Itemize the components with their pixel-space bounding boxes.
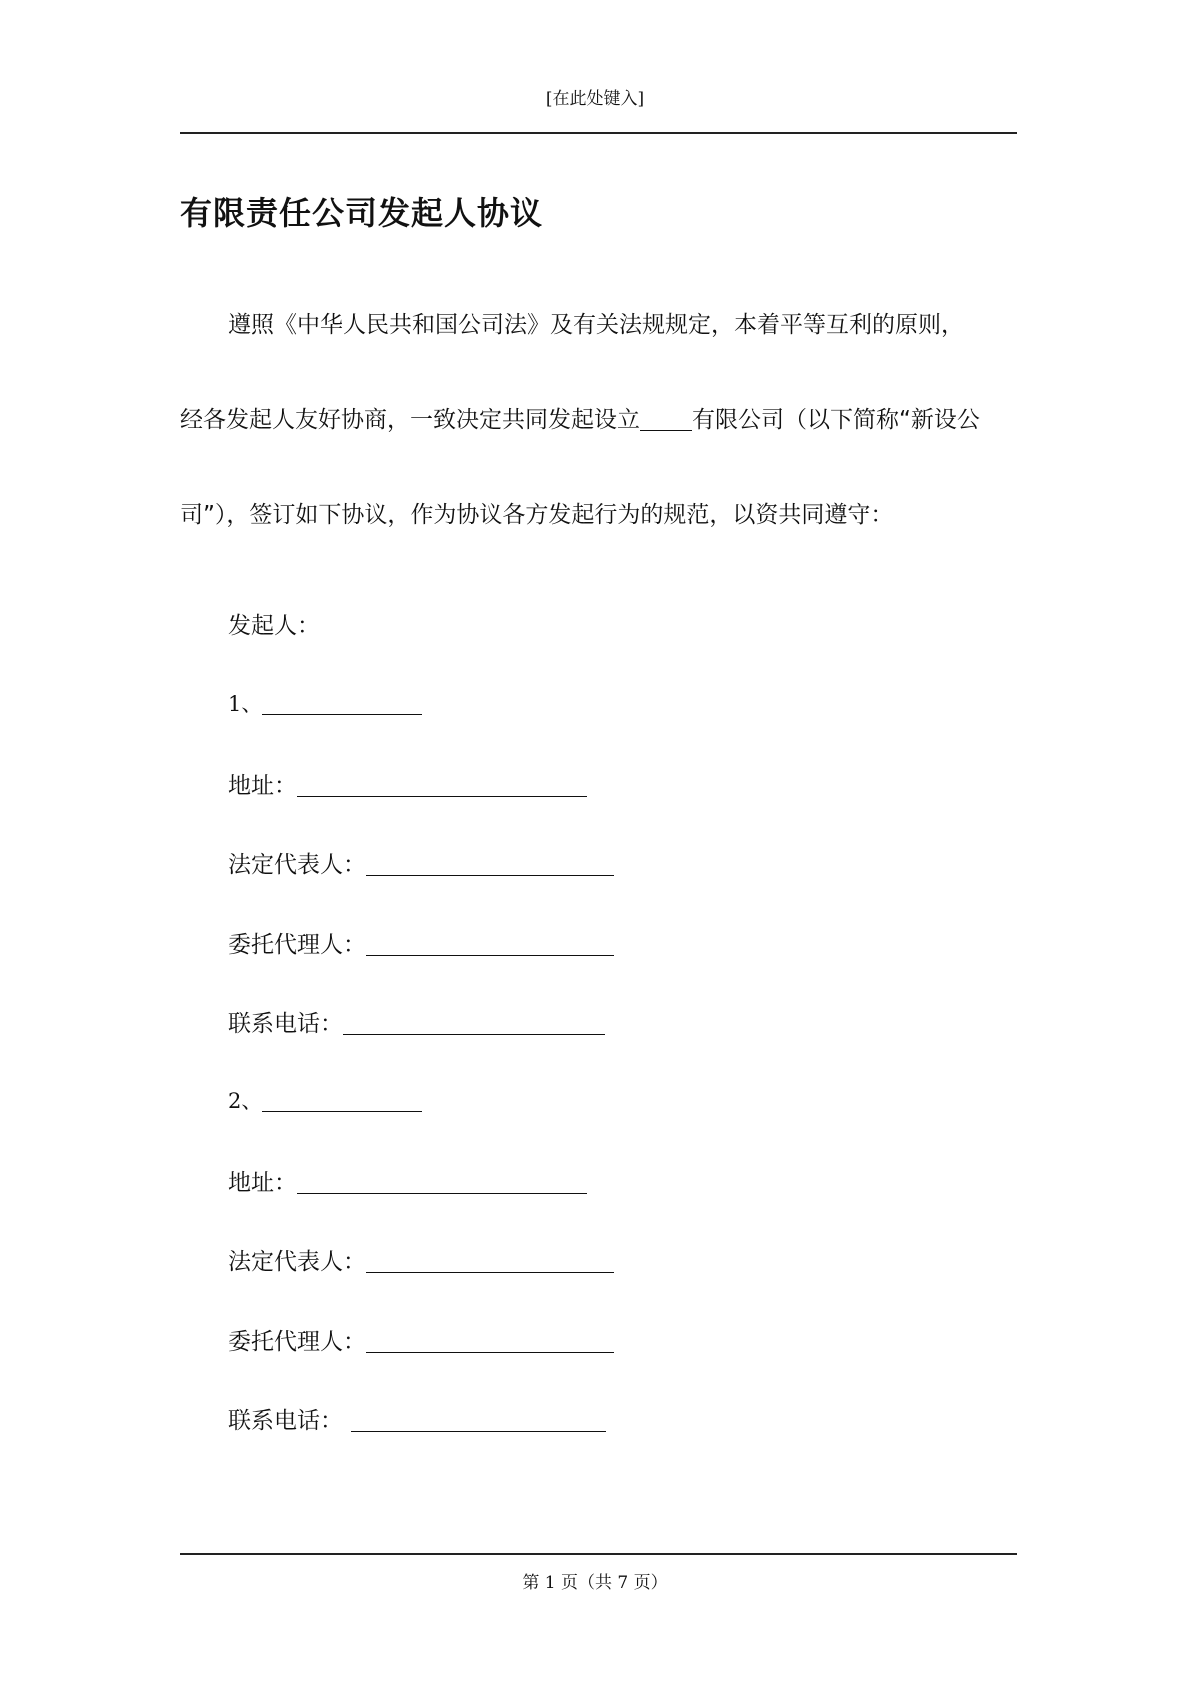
promoter-1-phone-blank <box>343 1010 605 1035</box>
promoter-1-name-blank <box>262 690 422 715</box>
intro-line-1: 遵照《中华人民共和国公司法》及有关法规规定，本着平等互利的原则， <box>228 312 964 338</box>
header-divider <box>180 132 1017 134</box>
intro-line-2-start: 经各发起人友好协商，一致决定共同发起设立 <box>180 407 640 433</box>
promoter-2-agent-blank <box>366 1328 614 1353</box>
promoter-2-legal-rep-label: 法定代表人： <box>228 1249 366 1275</box>
promoters-label: 发起人： <box>228 613 320 639</box>
promoter-2-address-row <box>228 1164 587 1197</box>
page-footer: 第 1 页（共 7 页） <box>522 1573 668 1593</box>
promoter-1-legal-rep-blank <box>366 851 614 876</box>
promoter-2-phone-blank <box>351 1407 606 1432</box>
promoter-1-address-label: 地址： <box>228 773 297 799</box>
promoter-1-index-row <box>228 688 422 718</box>
promoter-1-address-row <box>228 767 587 800</box>
promoter-1-legal-rep-row <box>228 846 614 879</box>
promoter-2-address-label: 地址： <box>228 1170 297 1196</box>
company-name-blank <box>640 406 692 431</box>
promoter-1-agent-label: 委托代理人： <box>228 932 366 958</box>
promoter-2-phone-label: 联系电话： <box>228 1408 343 1434</box>
promoter-1-agent-blank <box>366 931 614 956</box>
document-title: 有限责任公司发起人协议 <box>180 194 544 232</box>
promoter-2-legal-rep-blank <box>366 1248 614 1273</box>
promoter-2-agent-row <box>228 1323 614 1356</box>
promoter-2-index-row <box>228 1085 422 1115</box>
page-header: [在此处键入] <box>545 89 645 109</box>
promoter-2-address-blank <box>297 1169 587 1194</box>
promoter-1-index: 1、 <box>228 692 263 716</box>
promoter-2-phone-row <box>228 1402 606 1435</box>
promoter-1-legal-rep-label: 法定代表人： <box>228 852 366 878</box>
promoter-2-legal-rep-row <box>228 1243 614 1276</box>
footer-divider <box>180 1553 1017 1555</box>
intro-line-3: 司”），签订如下协议，作为协议各方发起行为的规范，以资共同遵守： <box>180 502 894 528</box>
promoter-1-phone-label: 联系电话： <box>228 1011 343 1037</box>
promoter-1-agent-row <box>228 926 614 959</box>
intro-line-2 <box>180 401 980 434</box>
intro-line-2-end: 有限公司（以下简称“新设公 <box>692 407 980 433</box>
promoter-1-address-blank <box>297 772 587 797</box>
promoter-2-name-blank <box>262 1087 422 1112</box>
promoter-2-agent-label: 委托代理人： <box>228 1329 366 1355</box>
promoter-2-index: 2、 <box>228 1089 263 1113</box>
promoter-1-phone-row <box>228 1005 605 1038</box>
